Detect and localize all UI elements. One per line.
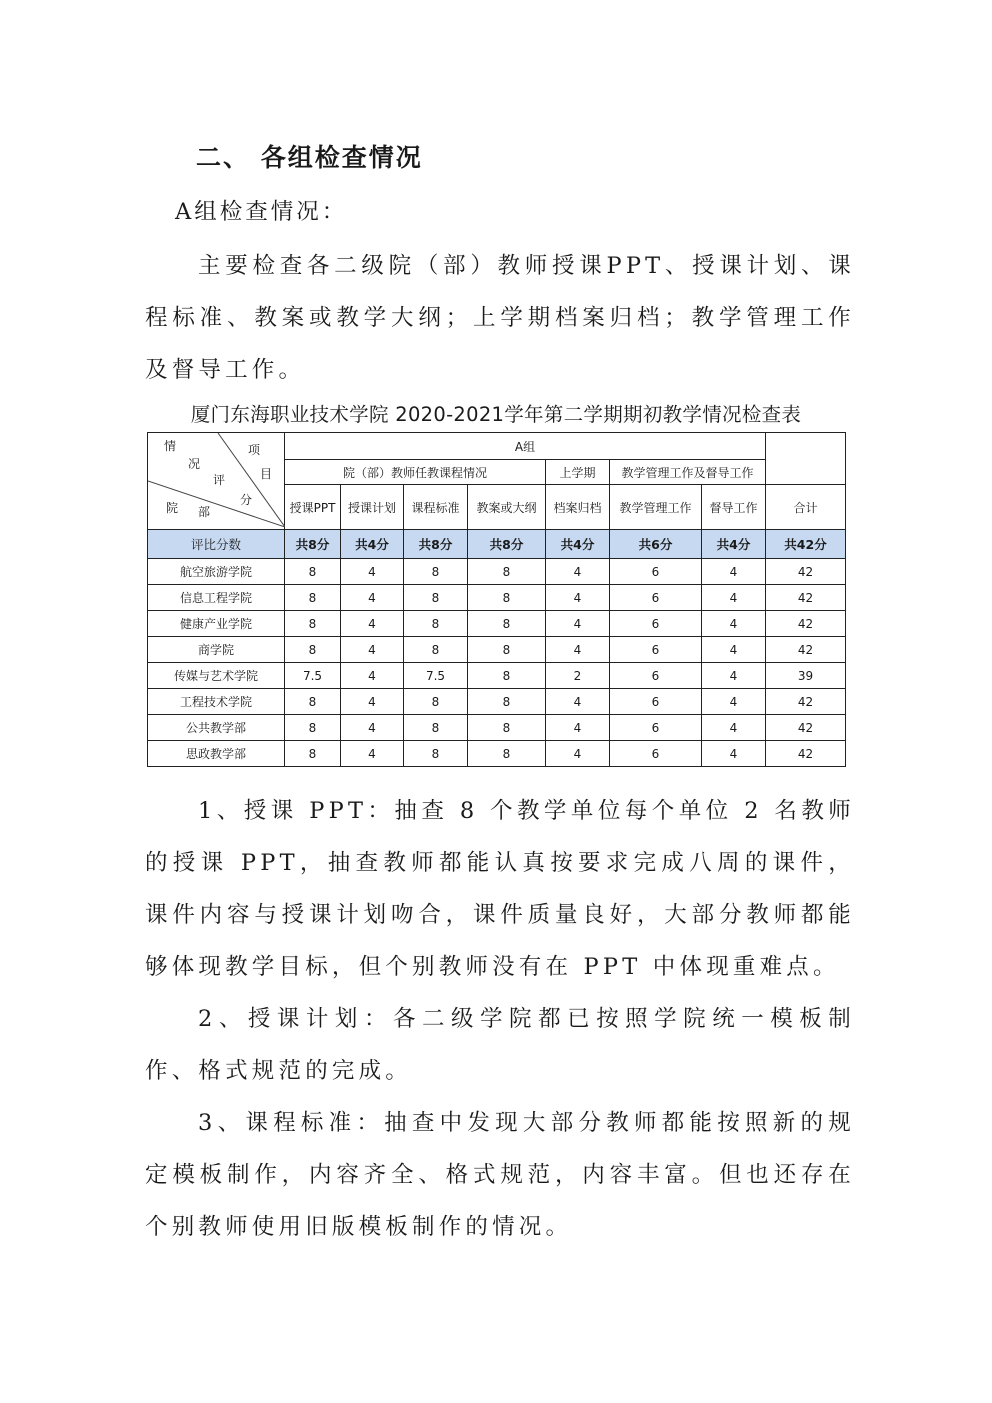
score-cell: 42	[766, 715, 846, 741]
score-cell: 6	[610, 715, 702, 741]
score-cell: 8	[285, 715, 341, 741]
max-score-row	[148, 530, 846, 559]
table-row	[148, 715, 846, 741]
score-cell: 4	[341, 559, 404, 585]
score-cell: 8	[285, 585, 341, 611]
score-cell: 8	[404, 559, 468, 585]
score-cell: 4	[702, 715, 766, 741]
score-cell: 2	[546, 663, 610, 689]
score-cell: 6	[610, 559, 702, 585]
score-cell: 8	[404, 715, 468, 741]
score-cell: 4	[702, 585, 766, 611]
score-cell: 42	[766, 585, 846, 611]
item-plan: 2、授课计划：各二级学院都已按照学院统一模板制作、格式规范的完成。	[145, 1006, 855, 1084]
score-cell: 8	[468, 559, 546, 585]
corner-label: 情	[164, 439, 177, 453]
column-header: 督导工作	[702, 485, 766, 530]
table-row	[148, 637, 846, 663]
column-header: 教学管理工作	[610, 485, 702, 530]
score-cell: 4	[702, 663, 766, 689]
table-title: 厦门东海职业技术学院 2020-2021学年第二学期期初教学情况检查表	[190, 403, 802, 426]
score-cell: 8	[404, 585, 468, 611]
score-cell: 6	[610, 663, 702, 689]
score-cell: 4	[702, 611, 766, 637]
max-score: 共42分	[766, 530, 846, 559]
max-score: 共4分	[702, 530, 766, 559]
score-cell: 4	[341, 611, 404, 637]
corner-label: 项	[248, 443, 261, 457]
table-row	[148, 559, 846, 585]
score-cell: 6	[610, 689, 702, 715]
max-score: 共6分	[610, 530, 702, 559]
score-cell: 4	[546, 637, 610, 663]
score-cell: 6	[610, 637, 702, 663]
score-cell: 4	[341, 715, 404, 741]
table-row	[148, 663, 846, 689]
score-cell: 4	[546, 689, 610, 715]
score-cell: 42	[766, 637, 846, 663]
department-name: 公共教学部	[148, 715, 285, 741]
max-score: 共4分	[341, 530, 404, 559]
score-cell: 39	[766, 663, 846, 689]
score-cell: 42	[766, 611, 846, 637]
score-cell: 7.5	[285, 663, 341, 689]
score-cell: 8	[468, 585, 546, 611]
score-cell: 6	[610, 611, 702, 637]
section-heading: 二、 各组检查情况	[196, 143, 423, 172]
diagonal-header-cell	[148, 433, 285, 530]
score-cell: 6	[610, 741, 702, 767]
corner-label: 分	[240, 493, 253, 507]
department-name: 健康产业学院	[148, 611, 285, 637]
department-name: 航空旅游学院	[148, 559, 285, 585]
score-cell: 8	[285, 689, 341, 715]
score-cell: 4	[546, 715, 610, 741]
corner-label: 院	[166, 501, 179, 515]
item-ppt: 1、授课 PPT：抽查 8 个教学单位每个单位 2 名教师的授课 PPT，抽查教师都能认真按要求完成八周的课件，课件内容与授课计划吻合，课件质量良好，大部分教师都能够体现教学目标，但个别教师没有在 PPT 中体现重难点。	[145, 798, 855, 980]
score-cell: 8	[404, 689, 468, 715]
column-header: 档案归档	[546, 485, 610, 530]
score-cell: 8	[404, 741, 468, 767]
department-name: 工程技术学院	[148, 689, 285, 715]
column-header: 合计	[766, 485, 846, 530]
column-header: 教案或大纲	[468, 485, 546, 530]
score-cell: 4	[546, 611, 610, 637]
category-header: 上学期	[546, 460, 610, 485]
score-cell: 4	[341, 637, 404, 663]
table-row	[148, 585, 846, 611]
item-standard: 3、课程标准：抽查中发现大部分教师都能按照新的规定模板制作，内容齐全、格式规范，内容丰富。但也还存在个别教师使用旧版模板制作的情况。	[145, 1110, 855, 1240]
score-cell: 4	[546, 741, 610, 767]
score-label: 评比分数	[148, 530, 285, 559]
corner-label: 目	[260, 467, 273, 481]
score-cell: 8	[404, 611, 468, 637]
score-cell: 4	[341, 663, 404, 689]
score-cell: 8	[285, 559, 341, 585]
max-score: 共8分	[285, 530, 341, 559]
score-cell: 4	[341, 585, 404, 611]
score-cell: 4	[546, 585, 610, 611]
group-header: A组	[285, 433, 766, 460]
intro-paragraph: 主要检查各二级院（部）教师授课PPT、授课计划、课程标准、教案或教学大纲；上学期档案归档；教学管理工作及督导工作。	[145, 253, 855, 383]
max-score: 共4分	[546, 530, 610, 559]
score-cell: 4	[546, 559, 610, 585]
score-cell: 8	[468, 741, 546, 767]
max-score: 共8分	[468, 530, 546, 559]
score-cell: 7.5	[404, 663, 468, 689]
score-cell: 4	[702, 637, 766, 663]
score-cell: 8	[468, 611, 546, 637]
department-name: 传媒与艺术学院	[148, 663, 285, 689]
score-cell: 42	[766, 741, 846, 767]
score-cell: 8	[285, 741, 341, 767]
table-row	[148, 611, 846, 637]
score-cell: 4	[702, 689, 766, 715]
score-cell: 8	[468, 637, 546, 663]
score-cell: 8	[285, 611, 341, 637]
score-cell: 42	[766, 689, 846, 715]
category-header: 院（部）教师任教课程情况	[285, 460, 546, 485]
department-name: 商学院	[148, 637, 285, 663]
table-row	[148, 689, 846, 715]
score-cell: 8	[468, 715, 546, 741]
corner-label: 况	[188, 457, 201, 471]
score-cell: 8	[285, 637, 341, 663]
score-cell: 4	[702, 741, 766, 767]
column-header: 授课计划	[341, 485, 404, 530]
score-cell: 6	[610, 585, 702, 611]
score-table	[147, 432, 846, 767]
score-cell: 8	[468, 689, 546, 715]
score-cell: 4	[341, 689, 404, 715]
department-name: 思政教学部	[148, 741, 285, 767]
max-score: 共8分	[404, 530, 468, 559]
score-cell: 4	[702, 559, 766, 585]
score-cell: 8	[404, 637, 468, 663]
score-cell: 8	[468, 663, 546, 689]
score-cell: 4	[341, 741, 404, 767]
group-title: A组检查情况：	[175, 199, 348, 225]
column-header: 课程标准	[404, 485, 468, 530]
inspection-table	[147, 396, 845, 767]
department-name: 信息工程学院	[148, 585, 285, 611]
table-row	[148, 741, 846, 767]
corner-label: 部	[198, 505, 211, 519]
corner-label: 评	[213, 473, 226, 487]
score-cell: 42	[766, 559, 846, 585]
total-header-blank	[766, 433, 846, 485]
category-header: 教学管理工作及督导工作	[610, 460, 766, 485]
column-header: 授课PPT	[285, 485, 341, 530]
